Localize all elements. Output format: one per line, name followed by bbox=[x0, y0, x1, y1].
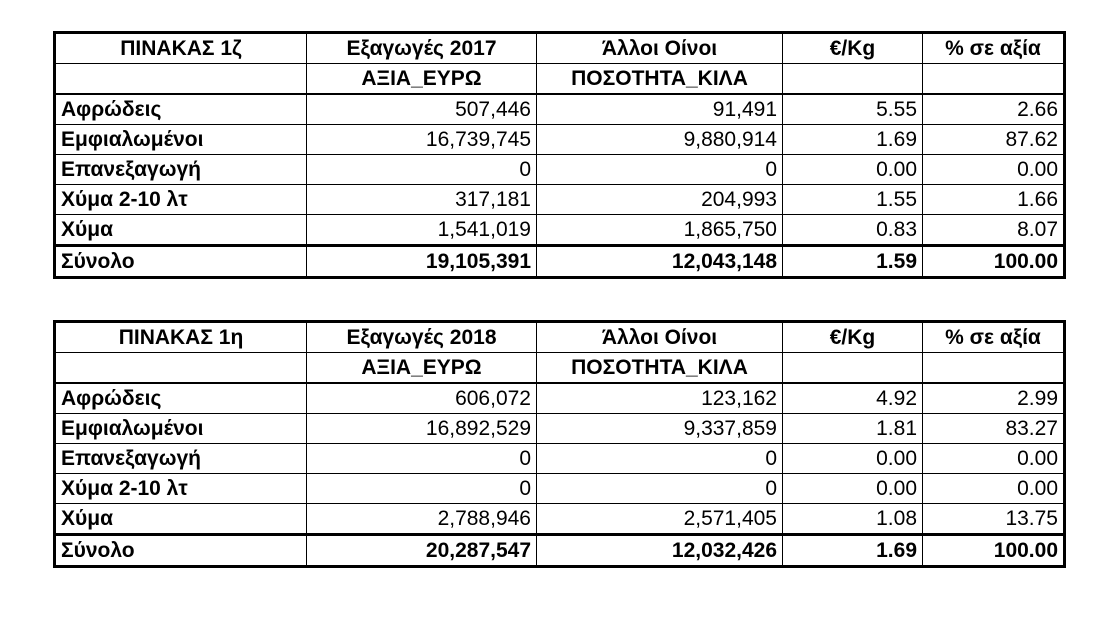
empty-cell bbox=[55, 64, 307, 95]
value-cell: 1,541,019 bbox=[307, 215, 537, 246]
row-label: Επανεξαγωγή bbox=[55, 155, 307, 185]
value-cell: 317,181 bbox=[307, 185, 537, 215]
table-row bbox=[55, 94, 1065, 125]
wine-category-header: Άλλοι Οίνοι bbox=[537, 33, 783, 64]
price-per-kg-header: €/Kg bbox=[783, 322, 923, 353]
table-row bbox=[55, 383, 1065, 414]
quantity-cell: 204,993 bbox=[537, 185, 783, 215]
header-row bbox=[55, 322, 1065, 353]
total-share-cell: 100.00 bbox=[923, 535, 1065, 567]
value-cell: 0 bbox=[307, 155, 537, 185]
value-cell: 2,788,946 bbox=[307, 504, 537, 535]
quantity-cell: 2,571,405 bbox=[537, 504, 783, 535]
value-cell: 507,446 bbox=[307, 94, 537, 125]
table-row bbox=[55, 215, 1065, 246]
price-cell: 0.83 bbox=[783, 215, 923, 246]
table-title: ΠΙΝΑΚΑΣ 1η bbox=[55, 322, 307, 353]
quantity-cell: 91,491 bbox=[537, 94, 783, 125]
row-label: Αφρώδεις bbox=[55, 94, 307, 125]
share-cell: 83.27 bbox=[923, 414, 1065, 444]
price-cell: 1.69 bbox=[783, 125, 923, 155]
value-cell: 16,739,745 bbox=[307, 125, 537, 155]
value-share-header: % σε αξία bbox=[923, 322, 1065, 353]
share-cell: 2.66 bbox=[923, 94, 1065, 125]
share-cell: 0.00 bbox=[923, 474, 1065, 504]
row-label: Χύμα bbox=[55, 504, 307, 535]
table-row bbox=[55, 414, 1065, 444]
price-cell: 0.00 bbox=[783, 155, 923, 185]
row-label: Εμφιαλωμένοι bbox=[55, 125, 307, 155]
share-cell: 1.66 bbox=[923, 185, 1065, 215]
empty-cell bbox=[783, 64, 923, 95]
wine-exports-2018-table bbox=[53, 320, 1066, 568]
table-title: ΠΙΝΑΚΑΣ 1ζ bbox=[55, 33, 307, 64]
price-cell: 4.92 bbox=[783, 383, 923, 414]
total-label: Σύνολο bbox=[55, 246, 307, 278]
table-row bbox=[55, 474, 1065, 504]
quantity-cell: 9,880,914 bbox=[537, 125, 783, 155]
quantity-cell: 9,337,859 bbox=[537, 414, 783, 444]
empty-cell bbox=[783, 353, 923, 384]
price-cell: 5.55 bbox=[783, 94, 923, 125]
price-cell: 1.81 bbox=[783, 414, 923, 444]
value-share-header: % σε αξία bbox=[923, 33, 1065, 64]
share-cell: 13.75 bbox=[923, 504, 1065, 535]
total-price-cell: 1.69 bbox=[783, 535, 923, 567]
quantity-cell: 123,162 bbox=[537, 383, 783, 414]
wine-exports-2017-table bbox=[53, 31, 1066, 279]
table-row bbox=[55, 185, 1065, 215]
row-label: Χύμα bbox=[55, 215, 307, 246]
row-label: Επανεξαγωγή bbox=[55, 444, 307, 474]
quantity-kg-header: ΠΟΣΟΤΗΤΑ_ΚΙΛΑ bbox=[537, 64, 783, 95]
subheader-row bbox=[55, 64, 1065, 95]
price-cell: 1.55 bbox=[783, 185, 923, 215]
row-label: Αφρώδεις bbox=[55, 383, 307, 414]
total-row bbox=[55, 535, 1065, 567]
total-value-cell: 20,287,547 bbox=[307, 535, 537, 567]
share-cell: 87.62 bbox=[923, 125, 1065, 155]
empty-cell bbox=[55, 353, 307, 384]
quantity-cell: 0 bbox=[537, 474, 783, 504]
total-quantity-cell: 12,043,148 bbox=[537, 246, 783, 278]
exports-year-header: Εξαγωγές 2017 bbox=[307, 33, 537, 64]
share-cell: 0.00 bbox=[923, 444, 1065, 474]
subheader-row bbox=[55, 353, 1065, 384]
value-cell: 606,072 bbox=[307, 383, 537, 414]
price-cell: 0.00 bbox=[783, 474, 923, 504]
total-quantity-cell: 12,032,426 bbox=[537, 535, 783, 567]
value-eur-header: ΑΞΙΑ_ΕΥΡΩ bbox=[307, 64, 537, 95]
quantity-kg-header: ΠΟΣΟΤΗΤΑ_ΚΙΛΑ bbox=[537, 353, 783, 384]
price-cell: 1.08 bbox=[783, 504, 923, 535]
value-eur-header: ΑΞΙΑ_ΕΥΡΩ bbox=[307, 353, 537, 384]
wine-category-header: Άλλοι Οίνοι bbox=[537, 322, 783, 353]
empty-cell bbox=[923, 353, 1065, 384]
table-row bbox=[55, 504, 1065, 535]
total-price-cell: 1.59 bbox=[783, 246, 923, 278]
value-cell: 0 bbox=[307, 444, 537, 474]
empty-cell bbox=[923, 64, 1065, 95]
exports-year-header: Εξαγωγές 2018 bbox=[307, 322, 537, 353]
table-row bbox=[55, 125, 1065, 155]
row-label: Χύμα 2-10 λτ bbox=[55, 474, 307, 504]
share-cell: 8.07 bbox=[923, 215, 1065, 246]
share-cell: 2.99 bbox=[923, 383, 1065, 414]
quantity-cell: 0 bbox=[537, 155, 783, 185]
total-label: Σύνολο bbox=[55, 535, 307, 567]
price-per-kg-header: €/Kg bbox=[783, 33, 923, 64]
header-row bbox=[55, 33, 1065, 64]
share-cell: 0.00 bbox=[923, 155, 1065, 185]
row-label: Εμφιαλωμένοι bbox=[55, 414, 307, 444]
quantity-cell: 1,865,750 bbox=[537, 215, 783, 246]
table-row bbox=[55, 155, 1065, 185]
row-label: Χύμα 2-10 λτ bbox=[55, 185, 307, 215]
value-cell: 16,892,529 bbox=[307, 414, 537, 444]
value-cell: 0 bbox=[307, 474, 537, 504]
total-share-cell: 100.00 bbox=[923, 246, 1065, 278]
total-row bbox=[55, 246, 1065, 278]
price-cell: 0.00 bbox=[783, 444, 923, 474]
table-row bbox=[55, 444, 1065, 474]
quantity-cell: 0 bbox=[537, 444, 783, 474]
total-value-cell: 19,105,391 bbox=[307, 246, 537, 278]
